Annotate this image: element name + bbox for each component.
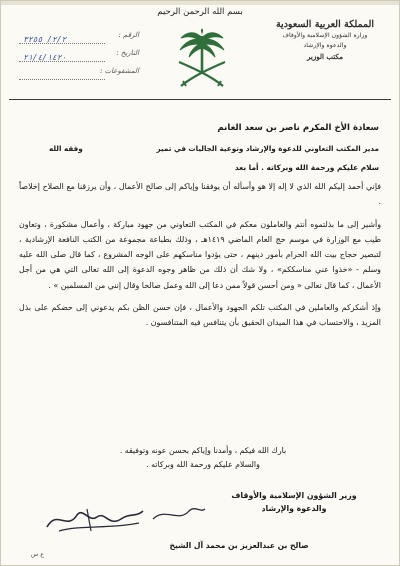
document-reference: ع س <box>31 551 44 558</box>
recipient-blessing: وفقه الله <box>49 144 83 153</box>
signature-flourish <box>149 501 209 527</box>
page-edge <box>1 1 399 5</box>
header-divider <box>9 99 391 100</box>
signatory-title <box>209 489 379 515</box>
org-line-country: المملكة العربية السعودية <box>275 19 375 30</box>
date-value: ٢١/٤/١٤٢٠ <box>23 53 67 62</box>
body-paragraph: فإني أحمد إليكم الله الذي لا إله إلا هو وأسأله أن يوفقنا وإياكم إلى صالح الأعمال ، وأن يرزقنا مع الصلاح إخلاصاً . <box>19 182 381 207</box>
letter-body <box>19 179 381 338</box>
attachments-row <box>13 65 141 83</box>
signatory-title-line1: وزير الشؤون الإسلامية والأوقاف <box>231 491 357 500</box>
reference-number-row <box>13 29 141 47</box>
organization-header <box>265 20 385 62</box>
saudi-emblem-icon <box>171 24 233 96</box>
recipient-position: مدير المكتب التعاوني للدعوة والإرشاد وتوعية الجاليات في تمير <box>156 144 379 153</box>
body-paragraph: وإذ أشكركم والعاملين في المكتب تلكم الجهود والأعمال ، فإن حسن الظن بكم يدعوني إلى حضكم على بذل المزيد ، والاحتساب في هذا الميدان الحقيق بأن يتنافس فيه المتنافسون . <box>19 303 381 328</box>
date-label: التاريخ : <box>116 49 139 57</box>
dotted-line <box>19 79 105 80</box>
reference-meta-block <box>13 29 141 83</box>
org-line-dawah: والدعوة والإرشاد <box>303 42 347 49</box>
date-row <box>13 47 141 65</box>
signatory-title-line2: والدعوة والإرشاد <box>261 504 327 513</box>
reference-number-label: الرقم : <box>118 31 139 39</box>
org-line-office: مكتب الوزير <box>307 51 343 61</box>
closing-salam: والسلام عليكم ورحمة الله وبركاته . <box>146 460 260 469</box>
recipient-salutation: سعادة الأخ المكرم ناصر بن سعد الغانم <box>217 123 379 133</box>
attachments-label: المشفوعات : <box>99 67 139 75</box>
signatory-name: صالح بن عبدالعزيز بن محمد آل الشيخ <box>169 541 309 550</box>
greeting-line: سلام عليكم ورحمة الله وبركاته . أما بعد <box>234 163 379 172</box>
bismillah-heading: بسم الله الرحمن الرحيم <box>157 7 243 17</box>
closing-blessing: بارك الله فيكم ، وأمدنا وإياكم بحسن عونه وتوفيقه . <box>119 446 287 455</box>
org-line-ministry: وزارة الشؤون الإسلامية والأوقاف <box>282 31 368 39</box>
signature-mark <box>39 501 149 537</box>
body-paragraph: وأشير إلى ما بذلتموه أنتم والعاملون معكم في المكتب التعاوني من جهود مباركة ، وأعمال مشكورة ، وتعاون طيب مع الوزارة في موسم حج العام الماضي ١٤١٩هـ ، وذلك بطباعة مجموعة من الكتب النافعة الإرشادية ، لتبصير حجاج بيت الله الحرام بأمور دينهم ، حتى يؤدوا مناسكهم على الوجه المشروع ، كما قال صلى الله عليه وسلم - «خذوا عني مناسككم» ، ولا شك أن ذلك من ظاهر وجوه الدعوة إلى الله تعالى التي هي من أجل الأعمال ، كما قال تعالى « ومن أحسن قولاً ممن دعا إلى الله وعمل صالحا وقال إنني من المسلمين » . <box>19 219 382 290</box>
closing-block <box>31 444 375 472</box>
recipient-title <box>19 142 379 155</box>
reference-number-value: ٢/٢/ ٣٢٥٥ <box>23 35 67 44</box>
